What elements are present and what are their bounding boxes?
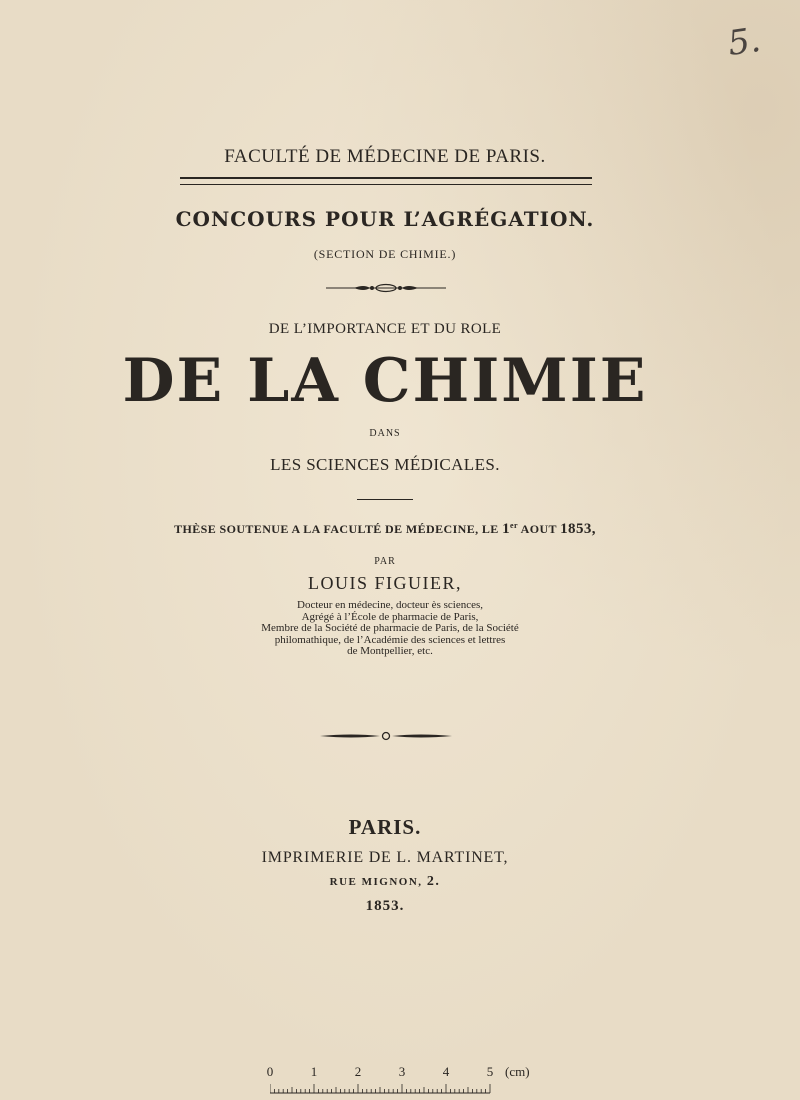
street-name: RUE MIGNON, [329,876,423,888]
street-number: 2. [426,874,441,889]
ornament-divider-icon [324,283,448,293]
main-title: DE LA CHIMIE [122,346,648,416]
page-number-handwritten: 5. [724,19,763,65]
faculty-heading: FACULTÉ DE MÉDECINE DE PARIS. [224,146,546,167]
scale-label: 3 [398,1064,406,1079]
qualification-line: de Montpellier, etc. [347,645,433,657]
qualification-line: philomathique, de l’Académie des sciences et lettres [274,633,506,646]
title-line-3: LES SCIENCES MÉDICALES. [270,455,500,474]
imprint-city: PARIS. [348,815,422,839]
double-rule [180,177,592,185]
short-rule [357,499,413,500]
qualification-line: Membre de la Société de pharmacie de Paris, de la Société [261,622,519,634]
thesis-year: 1853, [560,521,596,537]
scale-label: 4 [442,1064,450,1079]
thesis-day: 1 [502,521,511,537]
scale-label: 0 [266,1064,274,1079]
thesis-text: THÈSE SOUTENUE A LA FACULTÉ DE MÉDECINE, LE [174,522,503,536]
title-connector: DANS [369,428,401,439]
scale-label: 5 [486,1064,494,1079]
author-name: LOUIS FIGUIER, [308,573,462,593]
scale-label: 2 [354,1064,362,1079]
ruler-icon [270,1084,494,1094]
imprint-printer: IMPRIMERIE DE L. MARTINET, [261,849,509,866]
author-qualifications [230,600,550,658]
thesis-statement [0,521,770,538]
imprint-year: 1853. [365,898,405,914]
imprint-street [0,874,770,890]
title-line-1: DE L’IMPORTANCE ET DU ROLE [268,321,502,337]
scale-labels [262,1064,542,1082]
by-label: PAR [374,556,396,567]
ornament-divider-icon [318,731,454,741]
section-subheading: (SECTION DE CHIMIE.) [313,247,457,261]
qualification-line: Docteur en médecine, docteur ès sciences, [297,599,483,611]
scale-bar [262,1064,542,1094]
thesis-day-suffix: er [510,521,518,530]
scale-unit: (cm) [505,1064,530,1079]
contest-heading: CONCOURS POUR L’AGRÉGATION. [175,207,595,231]
thesis-month: AOUT [517,522,561,536]
qualification-line: Agrégé à l’École de pharmacie de Paris, [301,610,479,623]
scale-label: 1 [310,1064,318,1079]
